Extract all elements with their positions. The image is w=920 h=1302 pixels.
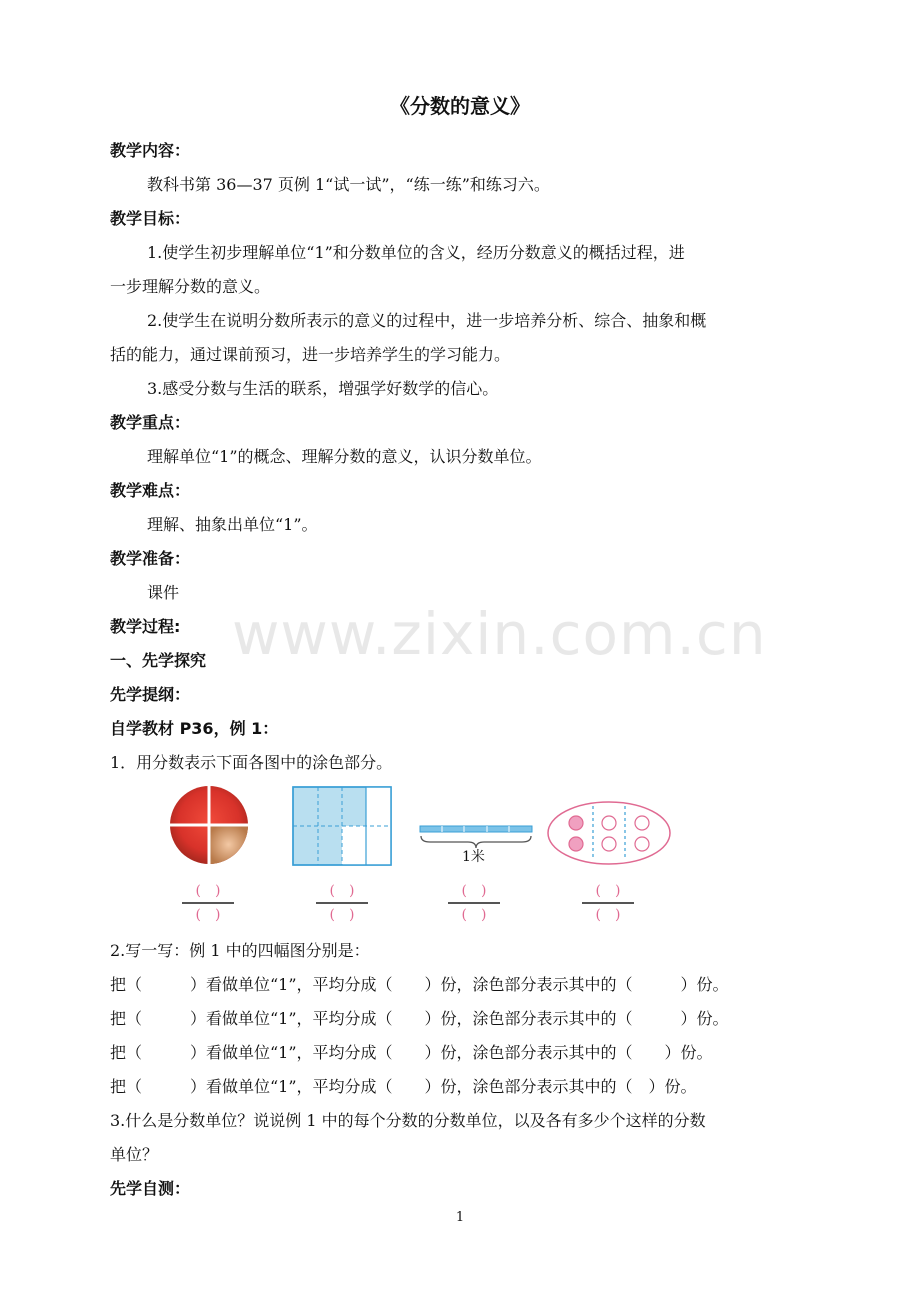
denominator-blank[interactable]: ( ) [195, 907, 221, 923]
goal-2-line-b: 括的能力，通过课前预习，进一步培养学生的学习能力。 [110, 345, 511, 364]
goal-2-line-a: 2.使学生在说明分数所表示的意义的过程中，进一步培养分析、综合、抽象和概 [147, 311, 707, 330]
fraction-blank-1[interactable] [178, 882, 238, 924]
numerator-blank[interactable]: ( ) [195, 883, 221, 899]
heading-difficulties: 教学难点： [110, 481, 191, 500]
question-3-line-b: 单位？ [110, 1145, 159, 1164]
heading-content: 教学内容： [110, 141, 191, 160]
fraction-bar [316, 902, 368, 904]
heading-key-points: 教学重点： [110, 413, 191, 432]
fraction-blank-4[interactable] [578, 882, 638, 924]
question-2: 2.写一写：例 1 中的四幅图分别是： [110, 941, 370, 960]
fill-line-1: 把（ ）看做单位“1”，平均分成（ ）份，涂色部分表示其中的（ ）份。 [110, 975, 729, 994]
oval-circles-figure [546, 800, 672, 866]
fraction-blank-3[interactable] [444, 882, 504, 924]
part-1-heading: 一、先学探究 [110, 651, 207, 670]
question-1: 1．用分数表示下面各图中的涂色部分。 [110, 753, 393, 772]
goal-1-line-a: 1.使学生初步理解单位“1”和分数单位的含义，经历分数意义的概括过程，进 [147, 243, 685, 262]
fill-line-4: 把（ ）看做单位“1”，平均分成（ ）份，涂色部分表示其中的（ ）份。 [110, 1077, 697, 1096]
goal-1-line-b: 一步理解分数的意义。 [110, 277, 271, 296]
heading-goals: 教学目标： [110, 209, 191, 228]
rectangle-figure [292, 786, 392, 866]
goal-3: 3.感受分数与生活的联系，增强学好数学的信心。 [147, 379, 499, 398]
fraction-bar [448, 902, 500, 904]
denominator-blank[interactable]: ( ) [595, 907, 621, 923]
watermark: www.zixin.com.cn [232, 600, 767, 668]
fill-line-2: 把（ ）看做单位“1”，平均分成（ ）份，涂色部分表示其中的（ ）份。 [110, 1009, 729, 1028]
numerator-blank[interactable]: ( ) [329, 883, 355, 899]
difficulties-text: 理解、抽象出单位“1”。 [147, 515, 318, 534]
content-text: 教科书第 36—37 页例 1“试一试”，“练一练”和练习六。 [147, 175, 550, 194]
fraction-blank-2[interactable] [312, 882, 372, 924]
fraction-bar [182, 902, 234, 904]
denominator-blank[interactable]: ( ) [329, 907, 355, 923]
cake-figure [168, 784, 250, 866]
heading-preparation: 教学准备： [110, 549, 191, 568]
key-points-text: 理解单位“1”的概念、理解分数的意义，认识分数单位。 [147, 447, 542, 466]
fraction-bar [582, 902, 634, 904]
question-3-line-a: 3.什么是分数单位？说说例 1 中的每个分数的分数单位，以及各有多少个这样的分数 [110, 1111, 706, 1130]
heading-process: 教学过程: [110, 617, 181, 636]
self-study-heading: 自学教材 P36，例 1： [110, 719, 279, 738]
meter-label: 1米 [462, 849, 485, 865]
self-test-heading: 先学自测： [110, 1179, 191, 1198]
page-title: 《分数的意义》 [390, 94, 530, 118]
fill-line-3: 把（ ）看做单位“1”，平均分成（ ）份，涂色部分表示其中的（ ）份。 [110, 1043, 713, 1062]
numerator-blank[interactable]: ( ) [461, 883, 487, 899]
numerator-blank[interactable]: ( ) [595, 883, 621, 899]
outline-heading: 先学提纲： [110, 685, 191, 704]
preparation-text: 课件 [147, 583, 180, 602]
denominator-blank[interactable]: ( ) [461, 907, 487, 923]
page-number: 1 [455, 1210, 465, 1225]
